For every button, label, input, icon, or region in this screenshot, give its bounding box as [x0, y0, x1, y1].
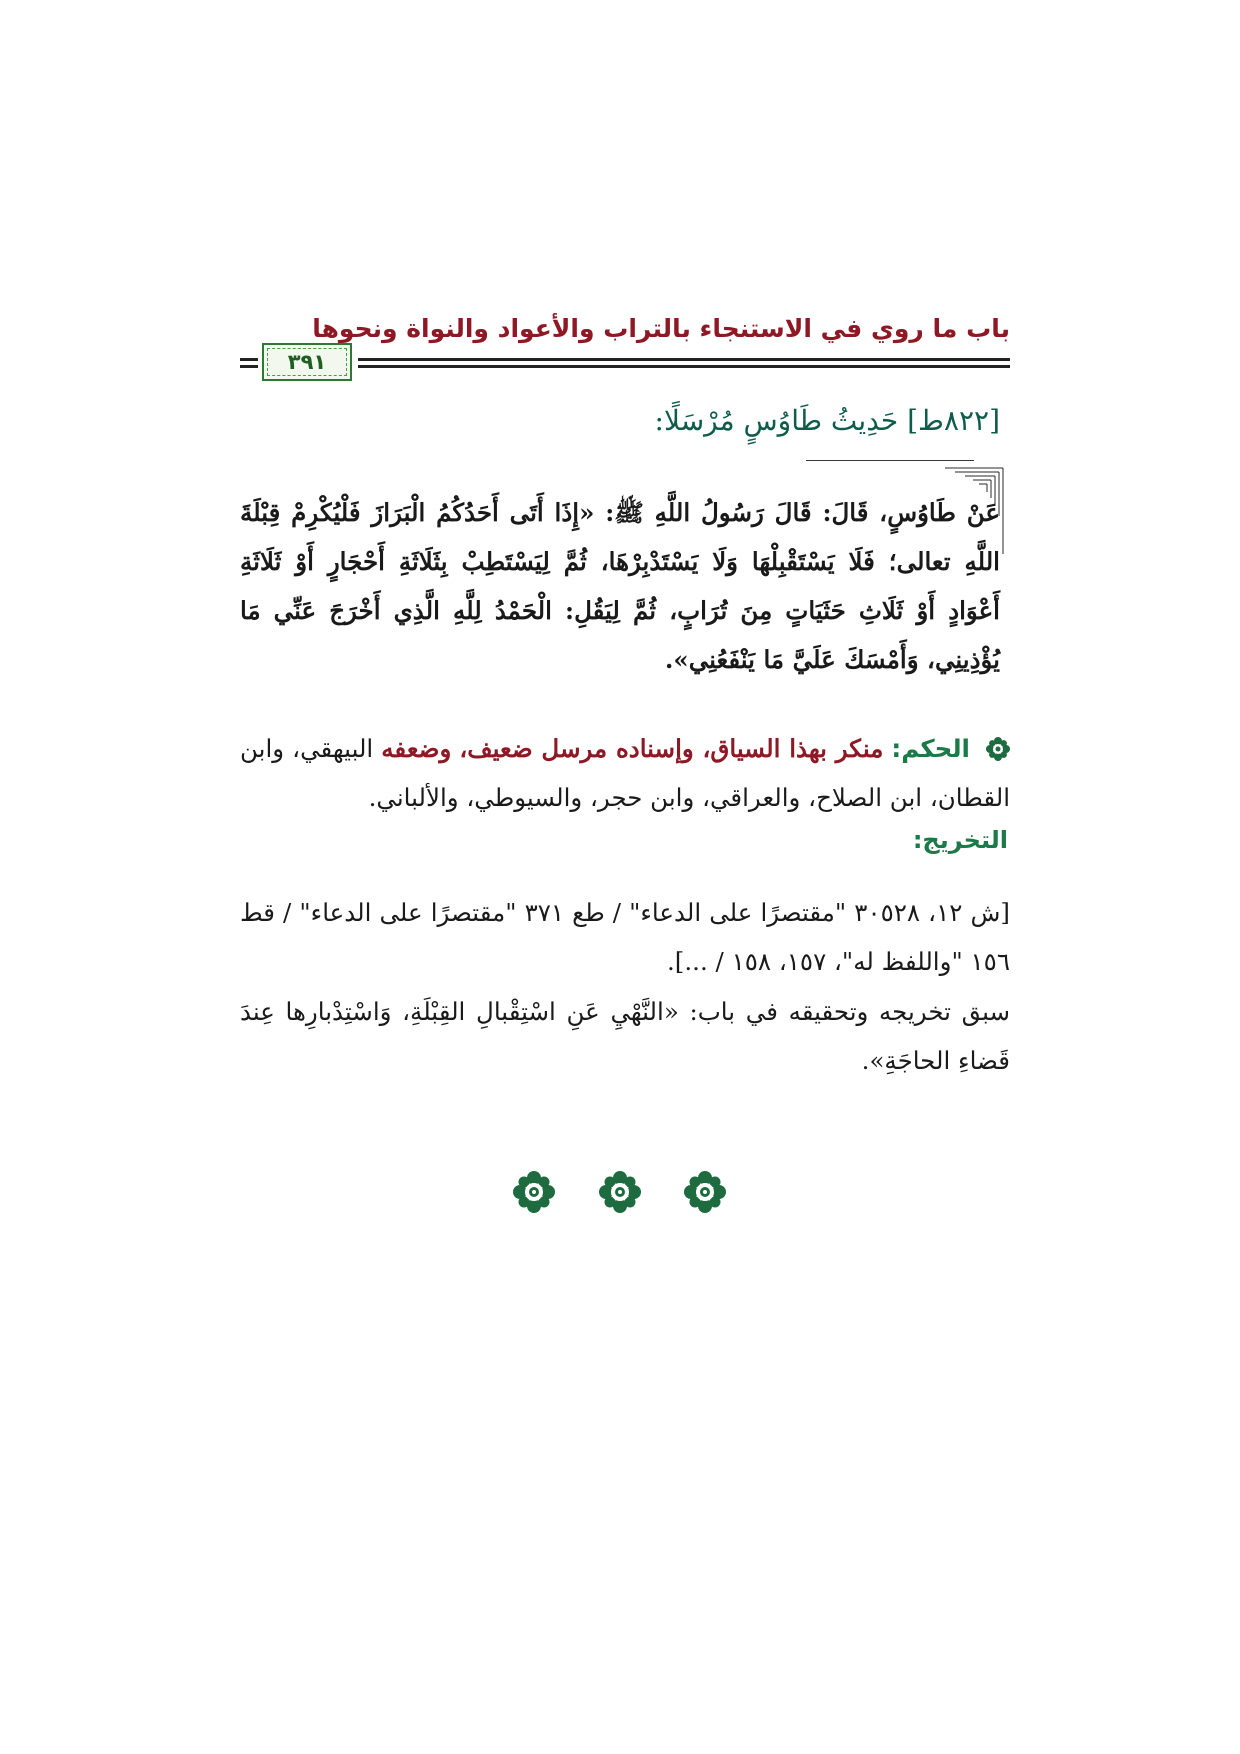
takhrij-sources: [ش ١٢، ٣٠٥٢٨ "مقتصرًا على الدعاء" / طع ٣٧١ "مقتصرًا على الدعاء" / قط ١٥٦ "واللفظ له"، ١٥٧، ١٥٨ / ...]. — [240, 898, 1010, 976]
ruling-scholars: البيهقي، وابن القطان، ابن الصلاح، والعراقي، وابن حجر، والسيوطي، والألباني. — [240, 734, 1010, 812]
page-header — [240, 314, 1010, 384]
heading-underline — [806, 460, 974, 461]
running-title: باب ما روي في الاستنجاء بالتراب والأعواد والنواة ونحوها — [312, 314, 1010, 343]
hadith-text: عَنْ طَاوُسٍ، قَالَ: قَالَ رَسُولُ اللَّهِ ﷺ: «إِذَا أَتَى أَحَدُكُمُ الْبَرَازَ فَلْيُكْرِمْ قِبْلَةَ اللَّهِ تعالى؛ فَلَا يَسْتَقْبِلْهَا وَلَا يَسْتَدْبِرْهَا، ثُمَّ لِيَسْتَطِبْ بِثَلَاثَةِ أَحْجَارٍ أَوْ ثَلَاثَةِ أَعْوَادٍ أَوْ ثَلَاثِ حَثَيَاتٍ مِنَ تُرَابٍ، ثُمَّ لِيَقُلِ: الْحَمْدُ لِلَّهِ الَّذِي أَخْرَجَ عَنِّي مَا يُؤْذِينِي، وَأَمْسَكَ عَلَيَّ مَا يَنْفَعُنِي». — [240, 498, 1000, 674]
flower-ornament-icon — [598, 1170, 642, 1214]
header-rule — [240, 365, 258, 368]
takhrij-crossref: سبق تخريجه وتحقيقه في باب: «النَّهْيِ عَنِ اسْتِقْبالِ القِبْلَةِ، وَاسْتِدْبارِها عِندَ قَضاءِ الحاجَةِ». — [240, 997, 1010, 1075]
page-number-badge — [262, 343, 352, 381]
ruling-weakened-label: وضعفه — [381, 734, 452, 763]
header-rule — [358, 358, 1010, 361]
footer-ornaments — [512, 1170, 727, 1214]
flower-ornament-icon — [683, 1170, 727, 1214]
header-rule — [358, 365, 1010, 368]
ruling-paragraph — [240, 724, 1010, 822]
flower-icon — [986, 737, 1010, 761]
page-number: ٣٩١ — [287, 350, 327, 374]
hadith-heading: [٨٢٢ط] حَدِيثُ طَاوُسٍ مُرْسَلًا: — [654, 404, 1000, 437]
ruling-label: الحكم: — [891, 734, 970, 763]
flower-ornament-icon — [512, 1170, 556, 1214]
header-rule — [240, 358, 258, 361]
ruling-judgement: منكر بهذا السياق، وإسناده مرسل ضعيف، — [459, 734, 884, 763]
takhrij-label: التخريج: — [912, 826, 1008, 854]
